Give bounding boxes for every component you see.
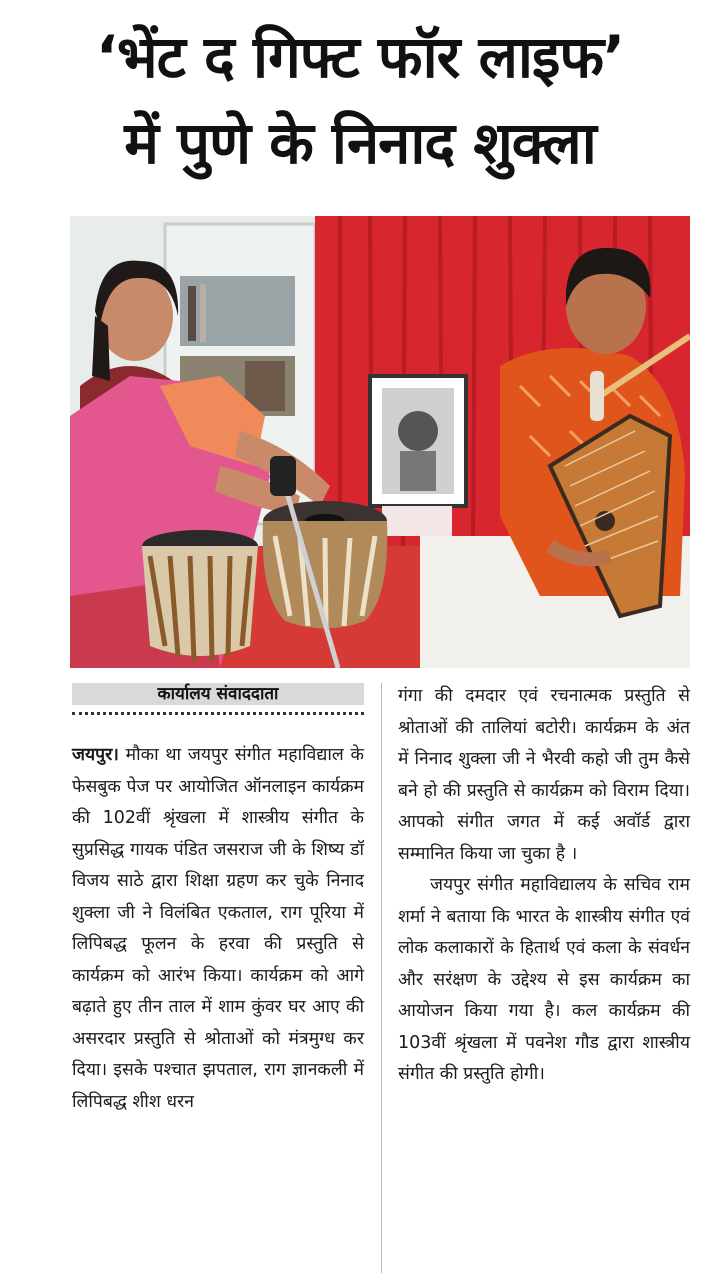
dateline: जयपुर।	[72, 745, 119, 765]
column-divider	[381, 683, 382, 1273]
article-paragraph-1	[72, 740, 364, 1118]
article-paragraph-3: जयपुर संगीत महाविद्यालय के सचिव राम शर्मा ने बताया कि भारत के शास्त्रीय संगीत एवं लोक कलाकारों के हितार्थ एवं कला के संवर्धन और सरंक्षण के उद्देश्य से इस कार्यक्रम का आयोजन किया गया है। कल कार्यक्रम की 103वीं श्रृंखला में पवनेश गौड द्वारा शास्त्रीय संगीत की प्रस्तुति होगी।	[398, 875, 690, 1084]
headline-line-1: ‘भेंट द गिफ्ट फॉर लाइफ’	[95, 23, 625, 91]
article-paragraph-2: गंगा की दमदार एवं रचनात्मक प्रस्तुति से श्रोताओं की तालियां बटोरी। कार्यक्रम के अंत में निनाद शुक्ला जी ने भैरवी कहो जी तुम कैसे बने हो की प्रस्तुति से कार्यक्रम को विराम दिया। आपको संगीत जगत में कई अवॉर्ड द्वारा सम्मानित किया जा चुका है ।	[398, 686, 690, 864]
byline-divider	[72, 712, 364, 715]
headline-line-2: में पुणे के निनाद शुक्ला	[124, 109, 596, 177]
article-column-left	[72, 740, 364, 1118]
byline: कार्यालय संवाददाता	[72, 683, 364, 705]
news-photo	[70, 216, 690, 668]
headline	[0, 14, 720, 186]
article-text-left: मौका था जयपुर संगीत महाविद्याल के फेसबुक पेज पर आयोजित ऑनलाइन कार्यक्रम की 102वीं श्रृंखला में शास्त्रीय संगीत के सुप्रसिद्ध गायक पंडित जसराज जी के शिष्य डॉ विजय साठे द्वारा शिक्षा ग्रहण कर चुके निनाद शुक्ला जी ने विलंबित एकताल, राग पूरिया में लिपिबद्ध फूलन के हरवा की प्रस्तुति से कार्यक्रम को आरंभ किया। कार्यक्रम को आगे बढ़ाते हुए तीन ताल में शाम कुंवर घर आए की असरदार प्रस्तुति से श्रोताओं को मंत्रमुग्ध कर दिया। इसके पश्चात झपताल, राग ज्ञानकली में लिपिबद्ध शीश धरन	[72, 745, 364, 1112]
article-column-right	[398, 681, 690, 1091]
